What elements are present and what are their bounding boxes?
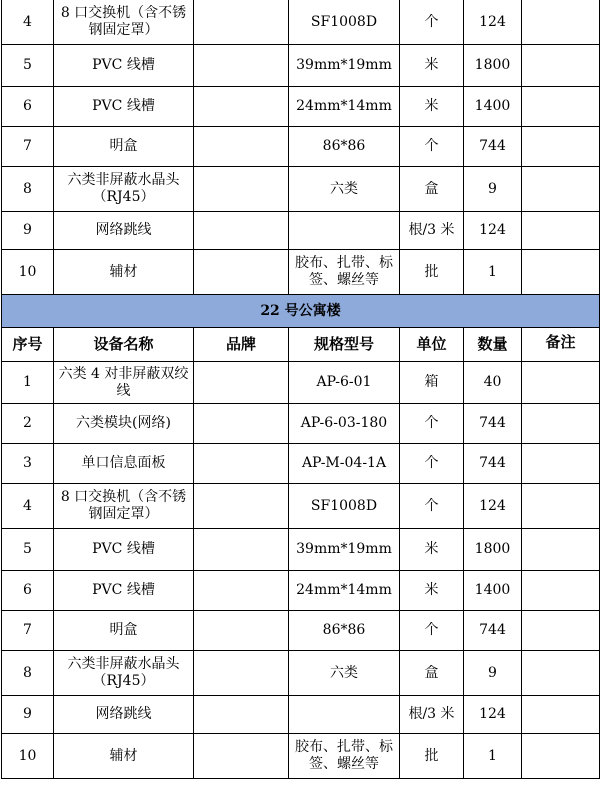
model-cell: AP-M-04-1A (289, 444, 400, 484)
model-cell: 86*86 (289, 611, 400, 651)
header-qty: 数量 (464, 328, 522, 362)
device-name: PVC 线槽 (54, 529, 194, 571)
device-name: 明盒 (54, 611, 194, 651)
brand-cell (194, 250, 289, 295)
model-cell (289, 212, 400, 250)
row-number: 4 (2, 0, 54, 45)
row-number: 2 (2, 404, 54, 444)
quantity-cell: 744 (464, 404, 522, 444)
brand-cell (194, 696, 289, 734)
model-cell: 24mm*14mm (289, 87, 400, 127)
brand-cell (194, 127, 289, 167)
note-cell (522, 127, 600, 167)
table-row (2, 45, 600, 87)
brand-cell (194, 0, 289, 45)
model-cell: SF1008D (289, 484, 400, 529)
device-name: 六类非屏蔽水晶头（RJ45） (54, 167, 194, 212)
note-cell (522, 87, 600, 127)
table-row (2, 362, 600, 404)
row-number: 10 (2, 250, 54, 295)
model-cell: 六类 (289, 651, 400, 696)
row-number: 5 (2, 529, 54, 571)
model-cell: 六类 (289, 167, 400, 212)
quantity-cell: 1 (464, 250, 522, 295)
unit-cell: 个 (400, 444, 464, 484)
unit-cell: 个 (400, 484, 464, 529)
brand-cell (194, 611, 289, 651)
brand-cell (194, 444, 289, 484)
row-number: 4 (2, 484, 54, 529)
unit-cell: 箱 (400, 362, 464, 404)
row-number: 7 (2, 611, 54, 651)
header-no: 序号 (2, 328, 54, 362)
brand-cell (194, 651, 289, 696)
unit-cell: 个 (400, 404, 464, 444)
quantity-cell: 744 (464, 611, 522, 651)
unit-cell: 个 (400, 611, 464, 651)
quantity-cell: 744 (464, 127, 522, 167)
note-cell (522, 212, 600, 250)
device-name: 辅材 (54, 734, 194, 779)
model-cell: 24mm*14mm (289, 571, 400, 611)
table-row (2, 571, 600, 611)
unit-cell: 根/3 米 (400, 212, 464, 250)
table-row (2, 734, 600, 779)
header-note: 备注 (522, 328, 600, 362)
brand-cell (194, 529, 289, 571)
table-row (2, 404, 600, 444)
brand-cell (194, 87, 289, 127)
table-row (2, 444, 600, 484)
unit-cell: 米 (400, 571, 464, 611)
unit-cell: 米 (400, 45, 464, 87)
table-row (2, 87, 600, 127)
header-row (2, 328, 600, 362)
quantity-cell: 1400 (464, 571, 522, 611)
device-name: 网络跳线 (54, 696, 194, 734)
table-row (2, 611, 600, 651)
model-cell (289, 696, 400, 734)
quantity-cell: 1800 (464, 529, 522, 571)
note-cell (522, 0, 600, 45)
model-cell: SF1008D (289, 0, 400, 45)
device-name: PVC 线槽 (54, 571, 194, 611)
brand-cell (194, 404, 289, 444)
unit-cell: 批 (400, 250, 464, 295)
row-number: 1 (2, 362, 54, 404)
section-title: 22 号公寓楼 (2, 295, 600, 328)
note-cell (522, 611, 600, 651)
device-name: 8 口交换机（含不锈钢固定罩） (54, 0, 194, 45)
note-cell (522, 362, 600, 404)
note-cell (522, 734, 600, 779)
brand-cell (194, 212, 289, 250)
unit-cell: 盒 (400, 167, 464, 212)
table-row (2, 167, 600, 212)
note-cell (522, 167, 600, 212)
row-number: 3 (2, 444, 54, 484)
device-name: 网络跳线 (54, 212, 194, 250)
table-row (2, 529, 600, 571)
device-name: PVC 线槽 (54, 87, 194, 127)
header-name: 设备名称 (54, 328, 194, 362)
table-row (2, 0, 600, 45)
row-number: 9 (2, 696, 54, 734)
model-cell: 86*86 (289, 127, 400, 167)
unit-cell: 个 (400, 0, 464, 45)
row-number: 8 (2, 651, 54, 696)
device-name: 单口信息面板 (54, 444, 194, 484)
note-cell (522, 404, 600, 444)
unit-cell: 米 (400, 529, 464, 571)
quantity-cell: 1400 (464, 87, 522, 127)
quantity-cell: 9 (464, 167, 522, 212)
quantity-cell: 9 (464, 651, 522, 696)
device-name: 明盒 (54, 127, 194, 167)
brand-cell (194, 734, 289, 779)
note-cell (522, 444, 600, 484)
note-cell (522, 696, 600, 734)
header-model: 规格型号 (289, 328, 400, 362)
unit-cell: 批 (400, 734, 464, 779)
quantity-cell: 124 (464, 484, 522, 529)
note-cell (522, 529, 600, 571)
quantity-cell: 744 (464, 444, 522, 484)
section-title-row (2, 295, 600, 328)
device-name: PVC 线槽 (54, 45, 194, 87)
model-cell: 39mm*19mm (289, 45, 400, 87)
table-row (2, 212, 600, 250)
header-brand: 品牌 (194, 328, 289, 362)
note-cell (522, 651, 600, 696)
model-cell: 胶布、扎带、标签、螺丝等 (289, 250, 400, 295)
table-row (2, 127, 600, 167)
unit-cell: 根/3 米 (400, 696, 464, 734)
model-cell: AP-6-03-180 (289, 404, 400, 444)
model-cell: 胶布、扎带、标签、螺丝等 (289, 734, 400, 779)
unit-cell: 盒 (400, 651, 464, 696)
row-number: 7 (2, 127, 54, 167)
table-row (2, 696, 600, 734)
quantity-cell: 1800 (464, 45, 522, 87)
quantity-cell: 124 (464, 0, 522, 45)
device-name: 六类 4 对非屏蔽双绞线 (54, 362, 194, 404)
brand-cell (194, 167, 289, 212)
quantity-cell: 40 (464, 362, 522, 404)
row-number: 9 (2, 212, 54, 250)
device-name: 8 口交换机（含不锈钢固定罩） (54, 484, 194, 529)
device-name: 辅材 (54, 250, 194, 295)
quantity-cell: 124 (464, 696, 522, 734)
row-number: 5 (2, 45, 54, 87)
row-number: 10 (2, 734, 54, 779)
table-row (2, 250, 600, 295)
note-cell (522, 484, 600, 529)
table-row (2, 484, 600, 529)
row-number: 6 (2, 571, 54, 611)
note-cell (522, 250, 600, 295)
note-cell (522, 571, 600, 611)
note-cell (522, 45, 600, 87)
brand-cell (194, 362, 289, 404)
table-row (2, 651, 600, 696)
row-number: 6 (2, 87, 54, 127)
unit-cell: 个 (400, 127, 464, 167)
device-name: 六类非屏蔽水晶头（RJ45） (54, 651, 194, 696)
quantity-cell: 124 (464, 212, 522, 250)
brand-cell (194, 484, 289, 529)
brand-cell (194, 45, 289, 87)
row-number: 8 (2, 167, 54, 212)
model-cell: 39mm*19mm (289, 529, 400, 571)
device-name: 六类模块(网络) (54, 404, 194, 444)
brand-cell (194, 571, 289, 611)
header-unit: 单位 (400, 328, 464, 362)
equipment-table (1, 0, 600, 779)
unit-cell: 米 (400, 87, 464, 127)
model-cell: AP-6-01 (289, 362, 400, 404)
quantity-cell: 1 (464, 734, 522, 779)
